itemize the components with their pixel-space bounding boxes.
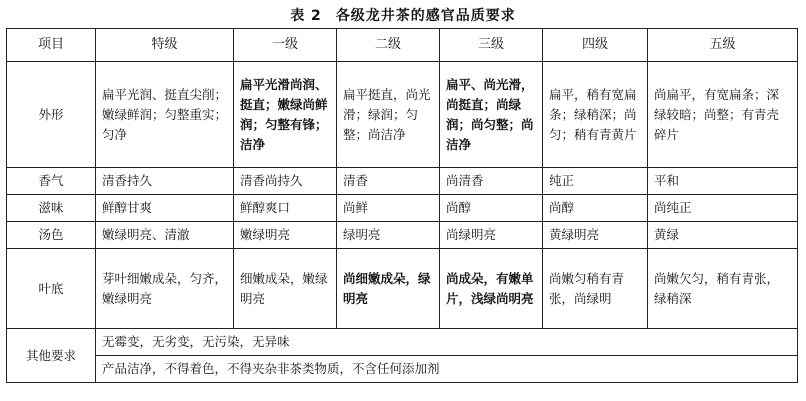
row-liquor-color (7, 222, 798, 249)
row-other-requirements-2 (7, 356, 798, 383)
cell-liquor-special: 嫩绿明亮、清澈 (96, 222, 234, 249)
cell-aroma-grade2: 清香 (337, 168, 440, 195)
cell-aroma-grade5: 平和 (648, 168, 798, 195)
cell-taste-grade4: 尚醇 (543, 195, 648, 222)
cell-aroma-grade1: 清香尚持久 (234, 168, 337, 195)
cell-leaf-grade3: 尚成朵，有嫩单片，浅绿尚明亮 (440, 249, 543, 329)
cell-leaf-grade5: 尚嫩欠匀，稍有青张，绿稍深 (648, 249, 798, 329)
row-other-requirements-1 (7, 329, 798, 356)
cell-appearance-grade4: 扁平，稍有宽扁条；绿稍深；尚匀；稍有青黄片 (543, 62, 648, 168)
header-row (7, 29, 798, 62)
cell-taste-grade5: 尚纯正 (648, 195, 798, 222)
cell-taste-grade1: 鲜醇爽口 (234, 195, 337, 222)
cell-aroma-grade3: 尚清香 (440, 168, 543, 195)
cell-appearance-grade5: 尚扁平，有宽扁条；深绿较暗；尚整；有青壳碎片 (648, 62, 798, 168)
row-appearance (7, 62, 798, 168)
cell-aroma-grade4: 纯正 (543, 168, 648, 195)
tea-grade-table (6, 28, 798, 383)
row-infused-leaf (7, 249, 798, 329)
cell-leaf-grade1: 细嫩成朵，嫩绿明亮 (234, 249, 337, 329)
cell-liquor-grade1: 嫩绿明亮 (234, 222, 337, 249)
row-aroma (7, 168, 798, 195)
row-label-aroma: 香气 (7, 168, 96, 195)
cell-leaf-special: 芽叶细嫩成朵，匀齐，嫩绿明亮 (96, 249, 234, 329)
cell-leaf-grade2: 尚细嫩成朵，绿明亮 (337, 249, 440, 329)
header-grade-special: 特级 (96, 29, 234, 62)
other-requirement-line-1: 无霉变，无劣变，无污染，无异味 (96, 329, 798, 356)
header-grade-2: 二级 (337, 29, 440, 62)
cell-liquor-grade3: 尚绿明亮 (440, 222, 543, 249)
other-requirement-line-2: 产品洁净，不得着色，不得夹杂非茶类物质，不含任何添加剂 (96, 356, 798, 383)
row-label-infused-leaf: 叶底 (7, 249, 96, 329)
cell-taste-grade2: 尚鲜 (337, 195, 440, 222)
cell-liquor-grade5: 黄绿 (648, 222, 798, 249)
cell-aroma-special: 清香持久 (96, 168, 234, 195)
table-caption (0, 4, 806, 28)
row-label-other-requirements: 其他要求 (7, 329, 96, 383)
row-label-taste: 滋味 (7, 195, 96, 222)
cell-appearance-grade3: 扁平、尚光滑，尚挺直；尚绿润；尚匀整；尚洁净 (440, 62, 543, 168)
table-title: 各级龙井茶的感官品质要求 (335, 8, 516, 24)
cell-liquor-grade2: 绿明亮 (337, 222, 440, 249)
header-item: 项目 (7, 29, 96, 62)
header-grade-5: 五级 (648, 29, 798, 62)
row-taste (7, 195, 798, 222)
header-grade-1: 一级 (234, 29, 337, 62)
cell-appearance-special: 扁平光润、挺直尖削；嫩绿鲜润；匀整重实；匀净 (96, 62, 234, 168)
cell-appearance-grade2: 扁平挺直，尚光滑；绿润；匀整；尚洁净 (337, 62, 440, 168)
cell-taste-special: 鲜醇甘爽 (96, 195, 234, 222)
row-label-appearance: 外形 (7, 62, 96, 168)
header-grade-4: 四级 (543, 29, 648, 62)
row-label-liquor-color: 汤色 (7, 222, 96, 249)
cell-appearance-grade1: 扁平光滑尚润、挺直；嫩绿尚鲜润；匀整有锋；洁净 (234, 62, 337, 168)
table-number: 表 2 (290, 8, 322, 24)
cell-leaf-grade4: 尚嫩匀稍有青张，尚绿明 (543, 249, 648, 329)
cell-taste-grade3: 尚醇 (440, 195, 543, 222)
cell-liquor-grade4: 黄绿明亮 (543, 222, 648, 249)
header-grade-3: 三级 (440, 29, 543, 62)
